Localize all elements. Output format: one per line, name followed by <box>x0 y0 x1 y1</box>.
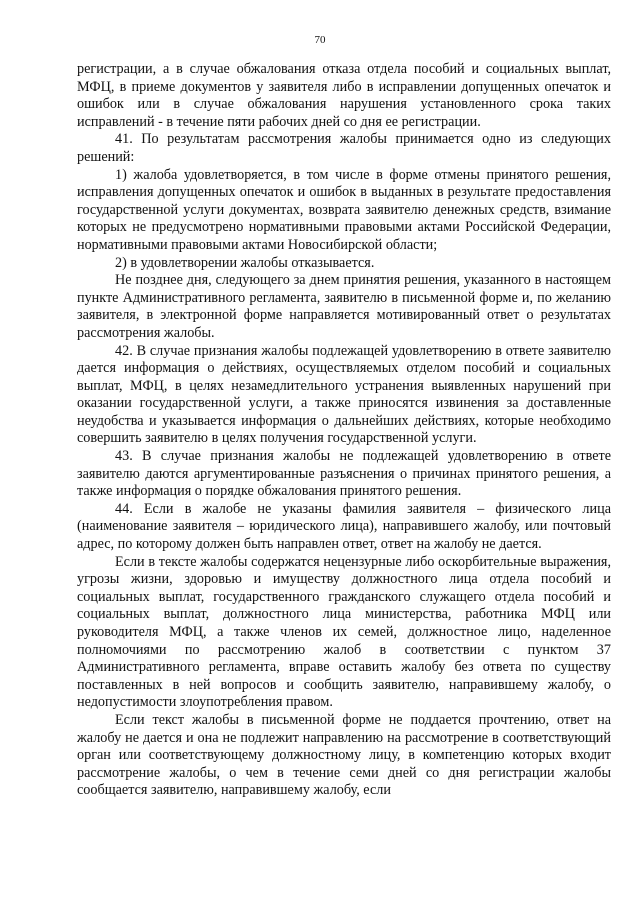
page-number: 70 <box>314 34 326 46</box>
paragraph-item-41: 41. По результатам рассмотрения жалобы принимается одно из следующих решений: <box>77 131 611 165</box>
paragraph-subitem-2: 2) в удовлетворении жалобы отказывается. <box>115 254 375 271</box>
paragraph-item-42: 42. В случае признания жалобы подлежащей удовлетворению в ответе заявителю дается информация о действиях, осуществляемых отделом пособий и социальных выплат, МФЦ, в целях незамедлительного устранения выявленных нарушений при оказании государственной услуги, а также приносятся извинения за доставленные неудобства и указывается информация о дальнейших действиях, которые необходимо совершить заявителю в целях получения государственной услуги. <box>77 342 611 447</box>
paragraph-response-deadline: Не позднее дня, следующего за днем принятия решения, указанного в настоящем пункте Административного регламента, заявителю в письменной форме и, по желанию заявителя, в электронной форме направляется мотивированный ответ о результатах рассмотрения жалобы. <box>77 272 611 341</box>
document-body <box>77 61 611 800</box>
paragraph-illegible-text: Если текст жалобы в письменной форме не поддается прочтению, ответ на жалобу не дается и она не подлежит направлению на рассмотрение в соответствующий орган или соответствующему должностному лицу, в компетенцию которых входит рассмотрение жалобы, о чем в течение семи дней со дня регистрации жалобы сообщается заявителю, направившему жалобу, если <box>77 711 611 799</box>
paragraph-offensive-content: Если в тексте жалобы содержатся нецензурные либо оскорбительные выражения, угрозы жизни, здоровью и имуществу должностного лица отдела пособий и социальных выплат, государственного гражданского служащего отдела пособий и социальных выплат, должностного лица министерства, работника МФЦ или руководителя МФЦ, а также членов их семей, должностное лицо, наделенное полномочиями по рассмотрению жалоб в соответствии с пунктом 37 Административного регламента, вправе оставить жалобу без ответа по существу поставленных в ней вопросов и сообщить заявителю, направившему жалобу, о недопустимости злоупотребления правом. <box>77 553 611 711</box>
paragraph-item-43: 43. В случае признания жалобы не подлежащей удовлетворению в ответе заявителю даются аргументированные разъяснения о причинах принятого решения, а также информация о порядке обжалования принятого решения. <box>77 448 611 500</box>
paragraph-subitem-1: 1) жалоба удовлетворяется, в том числе в форме отмены принятого решения, исправления допущенных опечаток и ошибок в выданных в результате предоставления государственной услуги документах, возврата заявителю денежных средств, взимание которых не предусмотрено нормативными правовыми актами Российской Федерации, нормативными правовыми актами Новосибирской области; <box>77 166 611 253</box>
paragraph-continuation: регистрации, а в случае обжалования отказа отдела пособий и социальных выплат, МФЦ, в приеме документов у заявителя либо в исправлении допущенных опечаток и ошибок или в случае обжалования нарушения установленного срока таких исправлений - в течение пяти рабочих дней со дня ее регистрации. <box>77 61 611 130</box>
paragraph-item-44: 44. Если в жалобе не указаны фамилия заявителя – физического лица (наименование заявителя – юридического лица), направившего жалобу, или почтовый адрес, по которому должен быть направлен ответ, ответ на жалобу не дается. <box>77 500 611 553</box>
